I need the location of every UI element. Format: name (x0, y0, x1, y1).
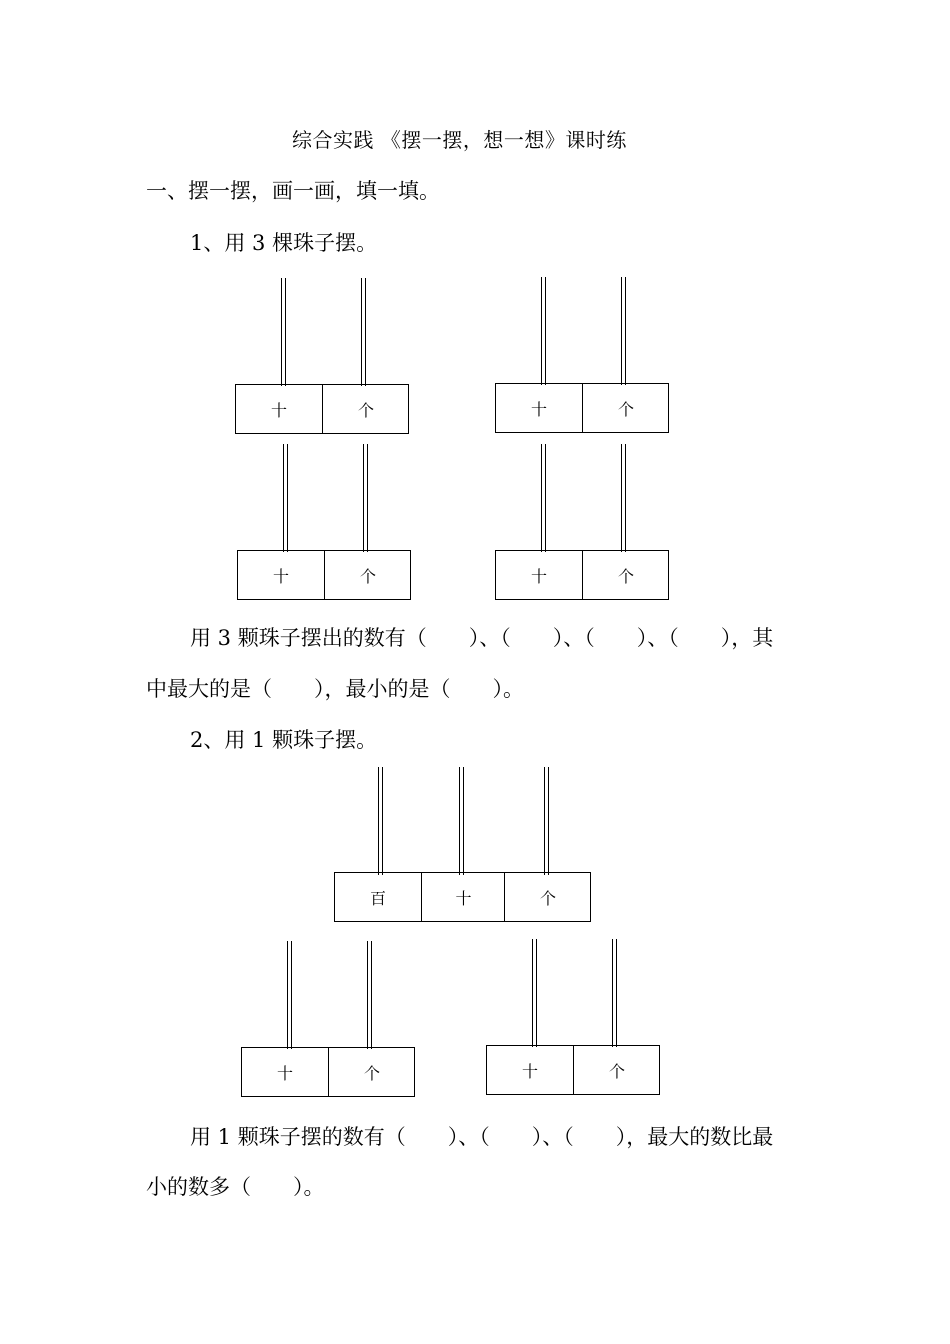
tens-label: 十 (272, 566, 289, 586)
place-value-frame (235, 384, 409, 434)
answer-line-2a: 用 1 颗珠子摆的数有（ ）、（ ）、（ ），最大的数比最 (190, 1125, 774, 1149)
place-value-frame (241, 1047, 415, 1097)
answer-line-1a: 用 3 颗珠子摆出的数有（ ）、（ ）、（ ）、（ ），其 (190, 626, 774, 650)
abacus-2 (495, 277, 669, 433)
ones-label: 个 (582, 551, 669, 599)
tens-label: 十 (521, 1061, 538, 1081)
ones-rod (544, 767, 549, 875)
tens-label: 十 (270, 400, 287, 420)
ones-label: 个 (582, 384, 669, 432)
tens-rod (281, 278, 286, 386)
tens-rod (287, 941, 292, 1049)
place-value-frame (495, 383, 669, 433)
abacus-7 (486, 939, 660, 1095)
tens-label: 十 (421, 873, 505, 921)
tens-rod (541, 444, 546, 552)
tens-label: 十 (530, 566, 547, 586)
tens-rod (459, 767, 464, 875)
ones-label: 个 (328, 1048, 415, 1096)
abacus-6 (241, 941, 415, 1097)
hundreds-label: 百 (369, 888, 386, 908)
answer-line-1b: 中最大的是（ ），最小的是（ ）。 (146, 677, 524, 701)
abacus-4 (495, 444, 669, 600)
ones-rod (361, 278, 366, 386)
tens-label: 十 (530, 399, 547, 419)
tens-label: 十 (276, 1063, 293, 1083)
ones-rod (367, 941, 372, 1049)
place-value-frame (334, 872, 591, 922)
ones-rod (363, 444, 368, 552)
question-1: 1、用 3 棵珠子摆。 (190, 231, 378, 255)
section-heading: 一、摆一摆，画一画，填一填。 (146, 179, 440, 203)
ones-label: 个 (322, 385, 409, 433)
question-2: 2、用 1 颗珠子摆。 (190, 728, 378, 752)
ones-label: 个 (504, 873, 591, 921)
place-value-frame (495, 550, 669, 600)
ones-label: 个 (324, 551, 411, 599)
page-title: 综合实践 《摆一摆，想一想》课时练 (292, 128, 627, 152)
hundreds-rod (378, 767, 383, 875)
tens-rod (283, 444, 288, 552)
ones-label: 个 (573, 1046, 660, 1094)
place-value-frame (237, 550, 411, 600)
abacus-5 (334, 767, 591, 922)
tens-rod (541, 277, 546, 385)
ones-rod (612, 939, 617, 1047)
answer-line-2b: 小的数多（ ）。 (146, 1175, 325, 1199)
place-value-frame (486, 1045, 660, 1095)
ones-rod (621, 277, 626, 385)
abacus-3 (237, 444, 411, 600)
ones-rod (621, 444, 626, 552)
abacus-1 (235, 278, 409, 434)
tens-rod (532, 939, 537, 1047)
